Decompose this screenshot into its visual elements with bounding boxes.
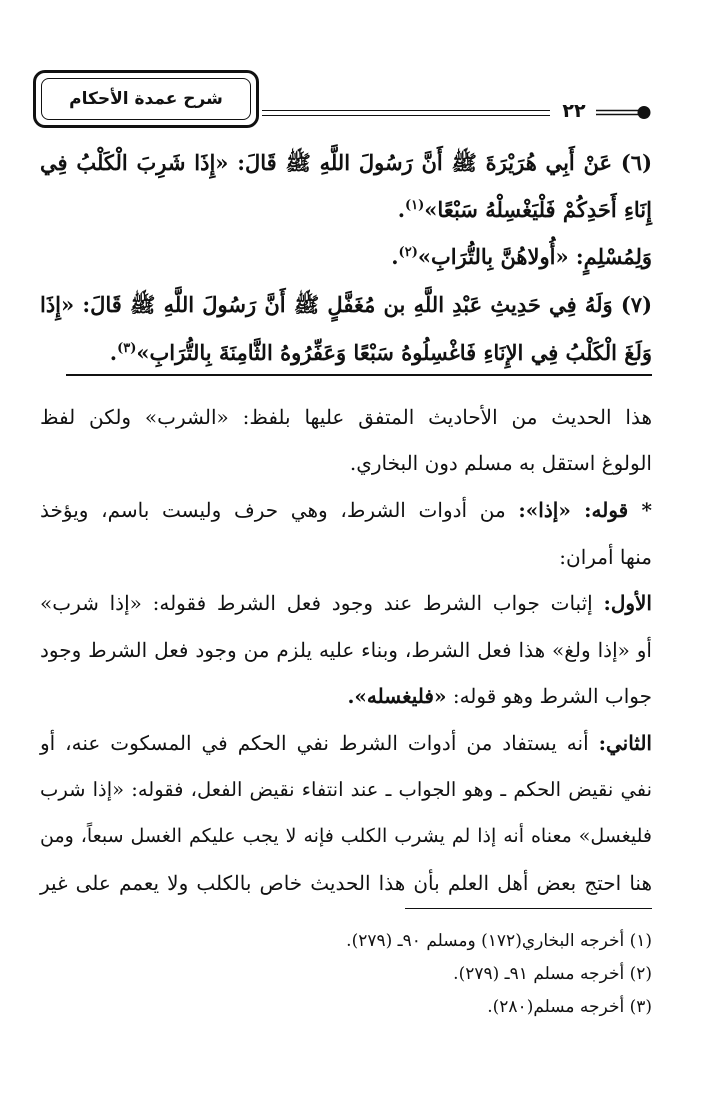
commentary-p4-line-4: هنا احتج بعض أهل العلم بأن هذا الحديث خاص بالكلب ولا يعمم على غير [40, 871, 652, 895]
footnote-1: (١) أخرجه البخاري(١٧٢) ومسلم ٩٠ـ (٢٧٩). [346, 931, 652, 951]
point-second-label: الثاني: [598, 731, 652, 755]
hadith-6-line-1: (٦) عَنْ أَبِي هُرَيْرَةَ ﷺ أَنَّ رَسُولَ اللَّهِ ﷺ قَالَ: «إِذَا شَرِبَ الْكَلْبُ فِي [40, 150, 652, 175]
header-rule-bottom [262, 115, 550, 116]
footnote-2: (٢) أخرجه مسلم ٩١ـ (٢٧٩). [453, 964, 652, 984]
commentary-p2-line-2: منها أمران: [559, 545, 652, 569]
header-ornament-icon [596, 104, 652, 120]
commentary-p3-line-3: جواب الشرط وهو قوله: «فليغسله». [347, 684, 652, 708]
page-number: ٢٢ [562, 100, 586, 122]
term-idha: * قوله: «إذا»: [518, 498, 652, 522]
commentary-p4-line-1: الثاني: أنه يستفاد من أدوات الشرط نفي الحكم في المسكوت عنه، أو [40, 731, 652, 755]
commentary-p3-line-1: الأول: إثبات جواب الشرط عند وجود فعل الشرط فقوله: «إذا شرب» [40, 591, 652, 615]
hadith-7-line-1: (٧) وَلَهُ فِي حَدِيثِ عَبْدِ اللَّهِ بن مُغَفَّلٍ ﷺ أَنَّ رَسُولَ اللَّهِ ﷺ قَالَ: «إِذَا [40, 292, 652, 317]
hadith-6-line-2: إِنَاءِ أَحَدِكُمْ فَلْيَغْسِلْهُ سَبْعًا»$^{(١)}$. [397, 197, 652, 222]
commentary-p4-line-3: فليغسل» معناه أنه إذا لم يشرب الكلب فإنه لا يجب عليكم الغسل سبعاً، ومن [40, 825, 652, 847]
muslim-narration-line: وَلِمُسْلِمٍ: «أُولاهُنَّ بِالتُّرَابِ»$^{(٢)}$. [391, 244, 652, 269]
footnote-ref-3: (٣) [117, 341, 137, 356]
header-rule-top [262, 110, 550, 111]
footnote-ref-2: (٢) [398, 245, 418, 260]
commentary-p2-line-1: * قوله: «إذا»: من أدوات الشرط، وهي حرف وليست باسم، ويؤخذ [40, 498, 652, 522]
book-title-inner-frame [41, 78, 251, 120]
commentary-p1-line-1: هذا الحديث من الأحاديث المتفق عليها بلفظ: «الشرب» ولكن لفظ [40, 405, 652, 429]
footnote-rule [405, 908, 652, 909]
hadith-7-line-2: وَلَغَ الْكَلْبُ فِي الإِنَاءِ فَاغْسِلُوهُ سَبْعًا وَعَفِّرُوهُ الثَّامِنَةَ بِالتُّرَابِ»$^{(٣)}$. [109, 340, 652, 365]
footnote-ref-1: (١) [405, 198, 425, 213]
commentary-p1-line-2: الولوغ استقل به مسلم دون البخاري. [349, 451, 652, 475]
section-separator [66, 374, 652, 376]
commentary-p4-line-2: نفي نقيض الحكم ـ وهو الجواب ـ عند انتفاء نقيض الفعل، فقوله: «إذا شرب [40, 778, 652, 801]
commentary-p3-line-2: أو «إذا ولغ» هذا فعل الشرط، وبناء عليه يلزم من وجود فعل الشرط وجود [40, 638, 652, 662]
book-title-frame [33, 70, 259, 128]
point-first-label: الأول: [603, 591, 652, 615]
book-title: شرح عمدة الأحكام [69, 89, 223, 109]
footnote-3: (٣) أخرجه مسلم(٢٨٠). [487, 997, 652, 1017]
